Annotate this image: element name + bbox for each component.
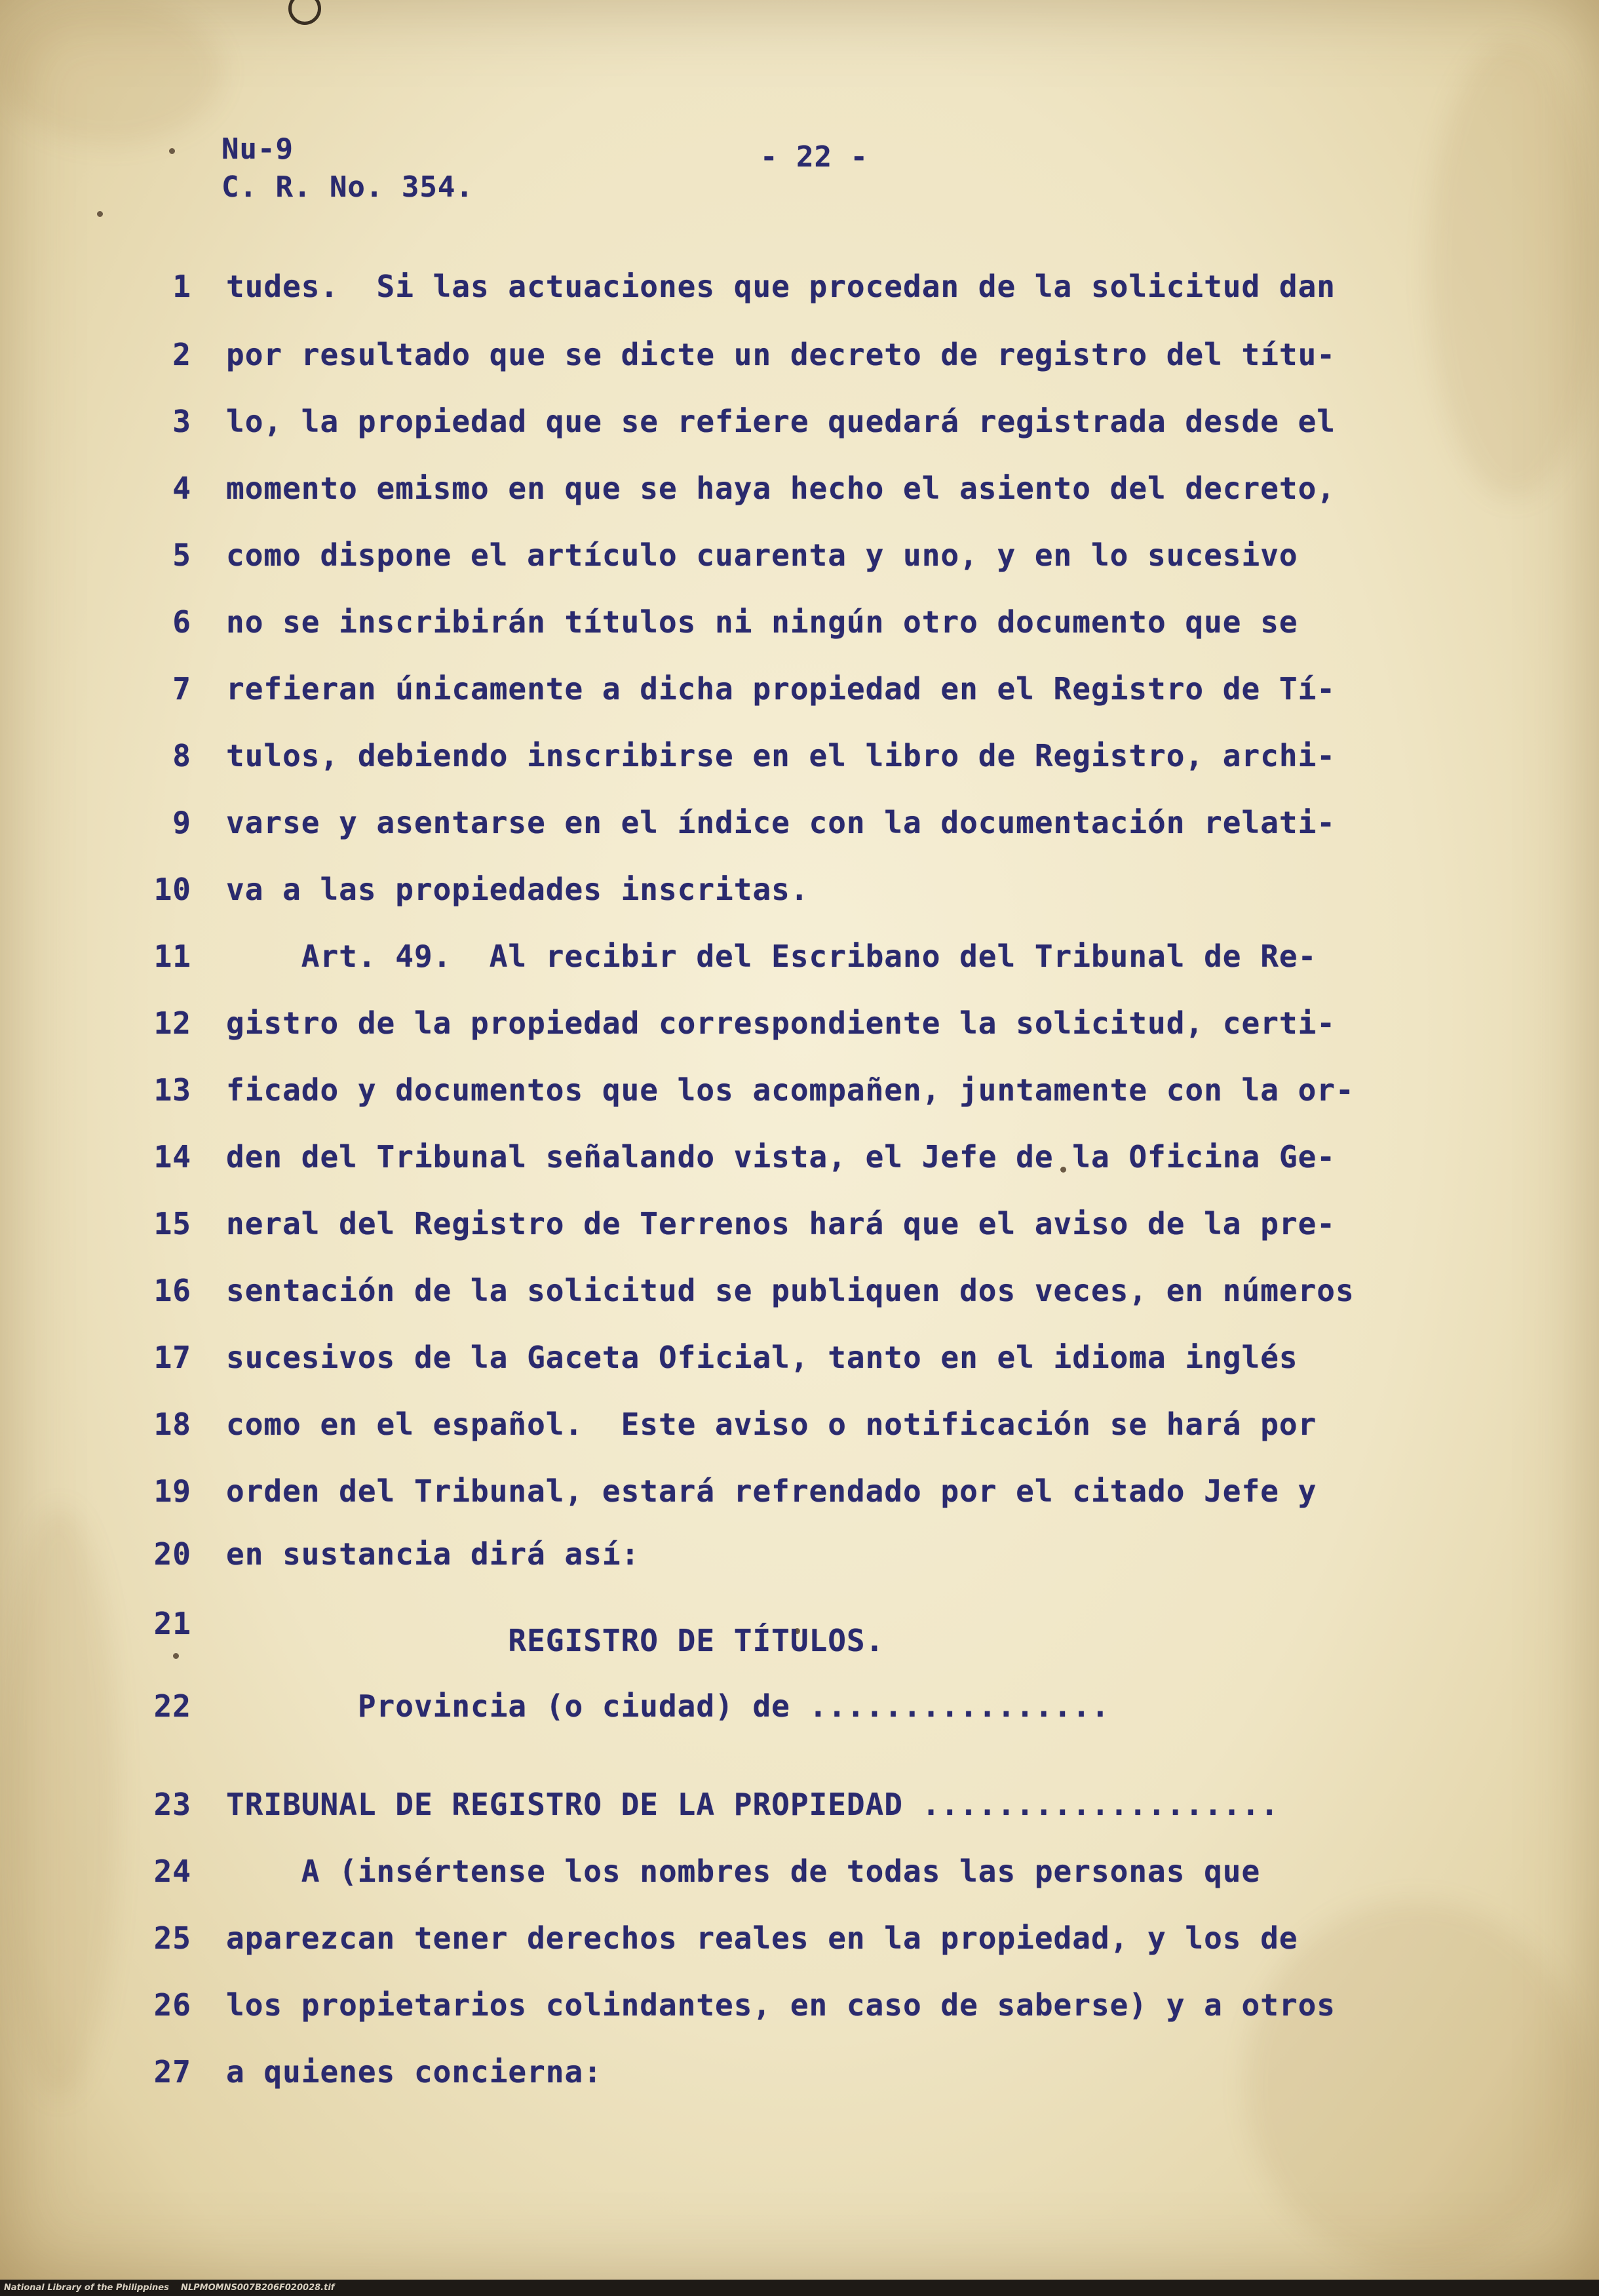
ink-speck: [169, 148, 175, 154]
text-line: refieran únicamente a dicha propiedad en el Registro de Tí-: [226, 671, 1336, 707]
line-number: 27: [153, 2054, 191, 2090]
text-line: los propietarios colindantes, en caso de saberse) y a otros: [226, 1987, 1336, 2023]
ink-speck: [97, 211, 103, 217]
line-number: 23: [153, 1787, 191, 1822]
line-number: 17: [153, 1340, 191, 1375]
paper-stain: [1429, 39, 1599, 498]
text-line: tudes. Si las actuaciones que procedan de la solicitud dan: [226, 269, 1336, 304]
line-number: 13: [153, 1072, 191, 1108]
line-number: 5: [172, 537, 191, 573]
text-line: sucesivos de la Gaceta Oficial, tanto en el idioma inglés: [226, 1340, 1298, 1375]
paper-stain: [0, 0, 223, 144]
paper-stain: [1245, 1901, 1586, 2268]
punch-hole: [288, 0, 321, 25]
text-line: aparezcan tener derechos reales en la propiedad, y los de: [226, 1920, 1298, 1956]
line-number: 20: [153, 1536, 191, 1572]
text-line: ficado y documentos que los acompañen, juntamente con la or-: [226, 1072, 1355, 1108]
reference-line-1: Nu-9: [222, 132, 294, 166]
text-line: den del Tribunal señalando vista, el Jefe de la Oficina Ge-: [226, 1139, 1336, 1175]
text-line: como dispone el artículo cuarenta y uno, y en lo sucesivo: [226, 537, 1298, 573]
line-number: 16: [153, 1273, 191, 1308]
text-line: Art. 49. Al recibir del Escribano del Tribunal de Re-: [226, 939, 1317, 974]
text-line: en sustancia dirá así:: [226, 1536, 640, 1572]
text-line: por resultado que se dicte un decreto de registro del títu-: [226, 337, 1336, 372]
line-number: 9: [172, 805, 191, 840]
line-number: 19: [153, 1473, 191, 1509]
line-number: 26: [153, 1987, 191, 2023]
line-number: 8: [172, 738, 191, 773]
line-number: 1: [172, 269, 191, 304]
line-number: 18: [153, 1407, 191, 1442]
line-number: 11: [153, 939, 191, 974]
line-number: 12: [153, 1005, 191, 1041]
line-number: 3: [172, 404, 191, 439]
line-number: 24: [153, 1854, 191, 1889]
line-number: 6: [172, 604, 191, 640]
text-line: Provincia (o ciudad) de ................: [226, 1688, 1110, 1724]
library-credit: National Library of the Philippines: [4, 2283, 169, 2293]
text-line: varse y asentarse en el índice con la documentación relati-: [226, 805, 1336, 840]
section-heading: REGISTRO DE TÍTULOS.: [226, 1623, 885, 1658]
line-number: 25: [153, 1920, 191, 1956]
text-line: A (insértense los nombres de todas las personas que: [226, 1854, 1261, 1889]
text-line: momento emismo en que se haya hecho el asiento del decreto,: [226, 471, 1336, 506]
scan-credit: [4, 2283, 334, 2293]
line-number: 10: [153, 872, 191, 907]
scan-file-id: NLPMOMNS007B206F020028.tif: [180, 2283, 335, 2293]
text-line: neral del Registro de Terrenos hará que el aviso de la pre-: [226, 1206, 1336, 1241]
line-number: 21: [153, 1606, 191, 1641]
text-line: lo, la propiedad que se refiere quedará registrada desde el: [226, 404, 1336, 439]
line-number: 15: [153, 1206, 191, 1241]
text-line: va a las propiedades inscritas.: [226, 872, 809, 907]
text-line: orden del Tribunal, estará refrendado por el citado Jefe y: [226, 1473, 1317, 1509]
paper-stain: [0, 1508, 118, 2097]
text-line: como en el español. Este aviso o notificación se hará por: [226, 1407, 1317, 1442]
ink-speck: [173, 1653, 179, 1659]
line-number: 4: [172, 471, 191, 506]
text-line: tulos, debiendo inscribirse en el libro de Registro, archi-: [226, 738, 1336, 773]
text-line: a quienes concierna:: [226, 2054, 602, 2090]
reference-line-2: C. R. No. 354.: [222, 170, 474, 204]
line-number: 22: [153, 1688, 191, 1724]
line-number: 2: [172, 337, 191, 372]
text-line: sentación de la solicitud se publiquen dos veces, en números: [226, 1273, 1355, 1308]
page-number: - 22 -: [760, 140, 868, 174]
text-line: gistro de la propiedad correspondiente la solicitud, certi-: [226, 1005, 1336, 1041]
court-heading: TRIBUNAL DE REGISTRO DE LA PROPIEDAD ...................: [226, 1787, 1279, 1822]
text-line: no se inscribirán títulos ni ningún otro documento que se: [226, 604, 1298, 640]
line-number: 14: [153, 1139, 191, 1175]
line-number: 7: [172, 671, 191, 707]
